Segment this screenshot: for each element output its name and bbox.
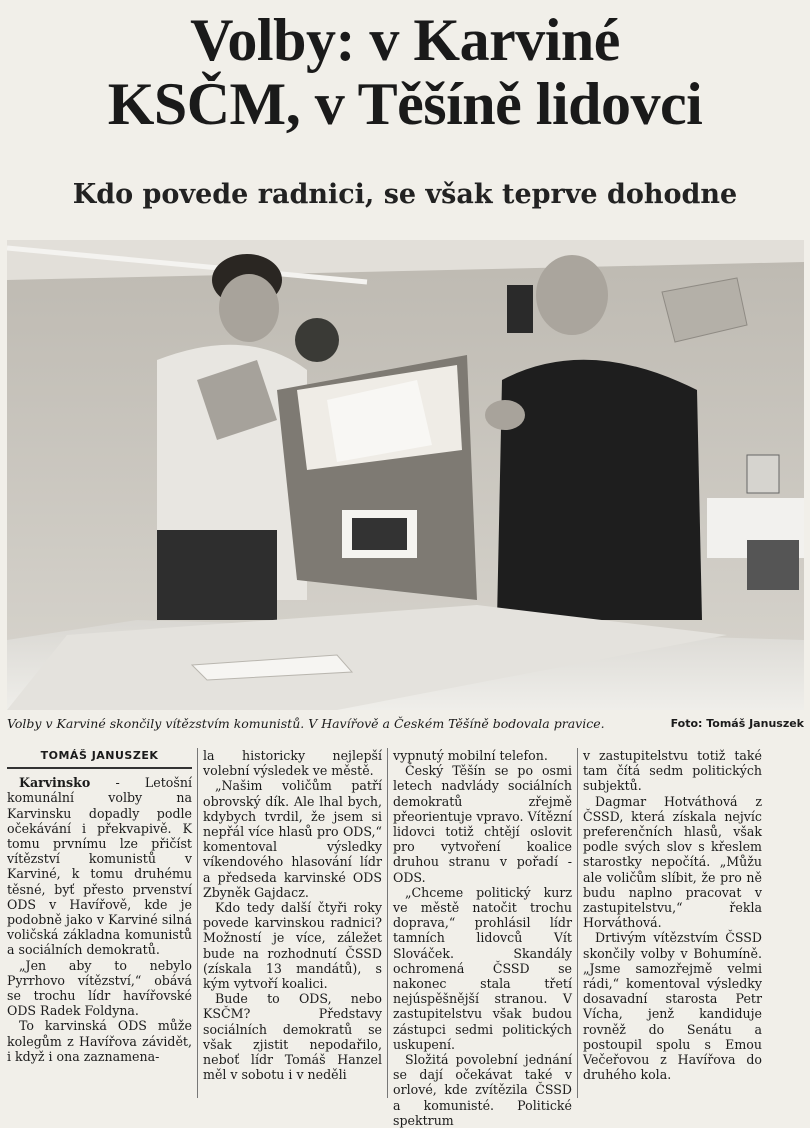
paragraph: vypnutý mobilní telefon. [393,748,548,763]
photo-caption [7,715,804,733]
headline-line-2: KSČM, v Těšíně lidovci [107,71,703,137]
article-column-4 [577,748,767,1098]
paragraph: „Jen aby to nebylo Pyrrhovo vítězství,“ obává se trochu lídr havířovské ODS Radek Foldyna. [7,957,192,1019]
paragraph: To karvinská ODS může kolegům z Havířova závidět, i když i ona zaznamena- [7,1018,192,1064]
paragraph: Český Těšín se po osmi letech nadvlády sociálních demokratů zřejmě přeorientuje vpravo. Vítězní lidovci totiž chtějí oslovit pro vytvoření koalice druhou stranu v pořadí - ODS. [393,763,572,885]
paragraph: la historicky nejlepší volební výsledek ve městě. [203,748,382,779]
lead-word: Karvinsko [19,775,91,791]
headline-line-1: Volby: v Karviné [190,7,620,73]
paragraph: Drtivým vítězstvím ČSSD skončily volby v Bohumíně. „Jsme samozřejmě velmi rádi,“ komentoval výsledky dosavadní starosta Petr Vícha, jenž kandiduje rovněž do Senátu a postoupil spolu s Emou Večeřovou z Havířova do druhého kola. [583,930,762,1083]
photo-caption-text: Volby v Karviné skončily vítězstvím komunistů. V Havířově a Českém Těšíně bodovala pravice. [7,716,605,731]
byline: TOMÁŠ JANUSZEK [7,748,192,769]
paragraph: Karvinsko - Letošní komunální volby na Karvinsku dopadly podle očekávání i překvapivě. K tomu prvnímu lze přičíst vítězství komunistů v Karviné, k tomu druhému těsné, byť přesto prvenství ODS v Havířově, kde je podobně jako v Karviné silná voličská základna komunistů a sociálních demokratů. [7,775,192,958]
news-photo [7,240,804,710]
paragraph: Složitá povolební jednání se dají očekávat také v orlové, kde zvítězila ČSSD a komunisté. Politické spektrum [393,1052,572,1128]
paragraph: „Chceme politický kurz ve městě natočit trochu doprava,“ prohlásil lídr tamních lidovců Vít Slováček. Skandály ochromená ČSSD se nakonec stala třetí nejúspěšnější stranou. V zastupitelstvu však budou zástupci sedmi politických uskupení. [393,884,572,1052]
paragraph: v zastupitelstvu totiž také tam čítá sedm politických subjektů. [583,748,762,794]
headline [0,8,810,136]
article-column-1 [7,748,197,1098]
article-body [7,748,804,1128]
paragraph: „Našim voličům patří obrovský dík. Ale lhal bych, kdybych tvrdil, že jsem si nepřál více hlasů pro ODS,“ komentoval výsledky víkendového hlasování lídr a předseda karvinské ODS Zbyněk Gajdacz. [203,778,382,900]
article-column-2 [197,748,387,1098]
paragraph: Bude to ODS, nebo KSČM? Představy sociálních demokratů se však zjistit nepodařilo, neboť lídr Tomáš Hanzel měl v sobotu i v neděli [203,991,382,1083]
subheadline: Kdo povede radnici, se však teprve dohodne [72,179,738,210]
paragraph: Dagmar Hotváthová z ČSSD, která získala nejvíc preferenčních hlasů, však podle svých slov s křeslem starostky nepočítá. „Můžu ale voličům slíbit, že pro ně budu naplno pracovat v zastupitelstvu,“ řekla Horváthová. [583,793,762,931]
article-column-3 [387,748,577,1128]
photo-credit: Foto: Tomáš Januszek [670,717,804,730]
paragraph: Kdo tedy další čtyři roky povede karvinskou radnici? Možností je více, záležet bude na rozhodnutí ČSSD (získala 13 mandátů), s kým vytvoří koalici. [203,900,382,992]
